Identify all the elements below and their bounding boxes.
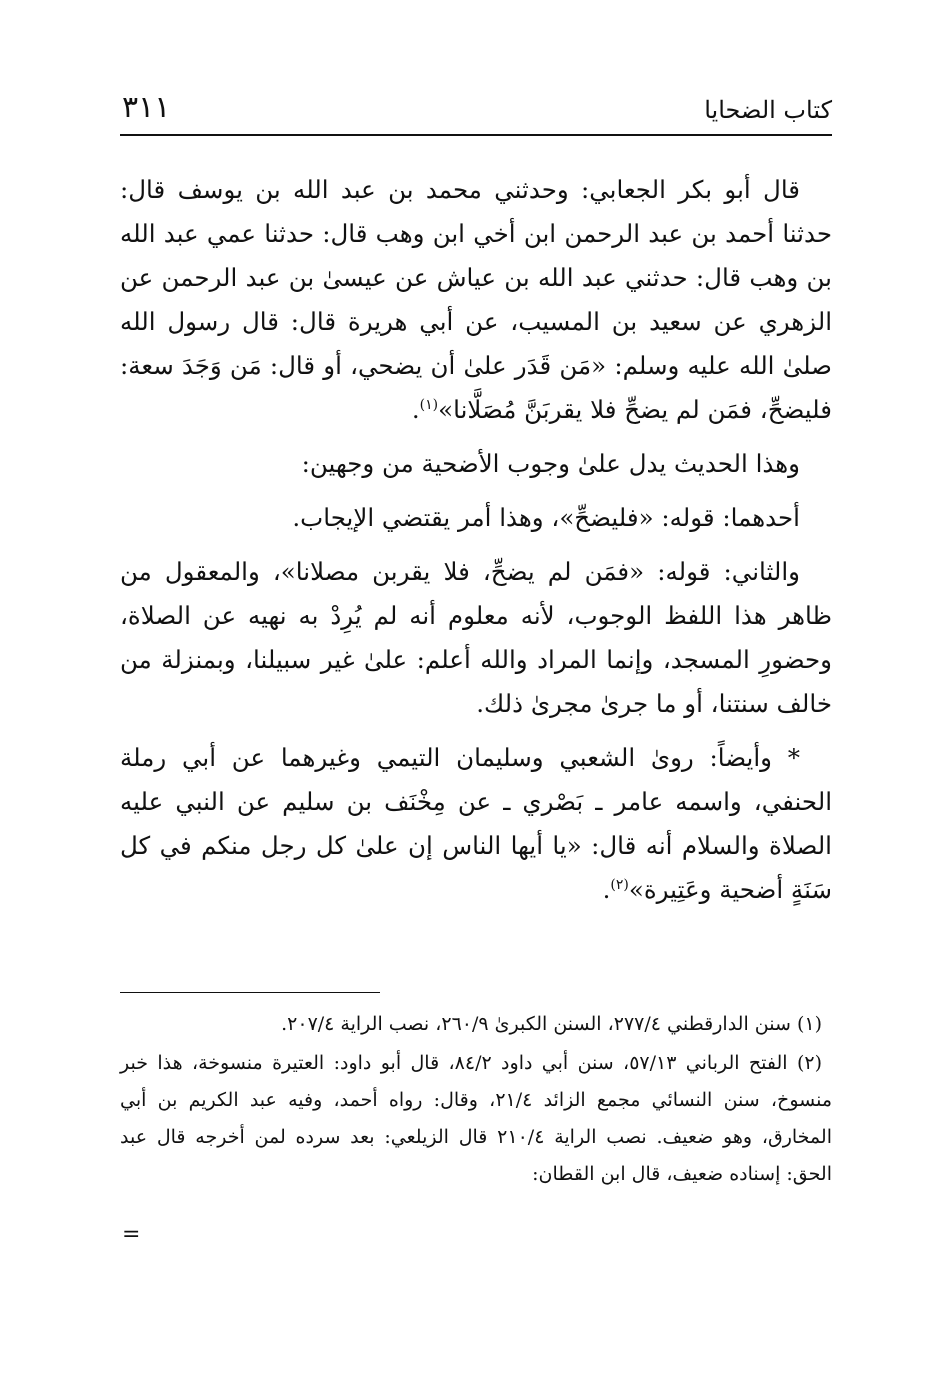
paragraph-also-period: . bbox=[602, 875, 611, 904]
running-title: كتاب الضحايا bbox=[704, 96, 832, 124]
paragraph-hadith bbox=[120, 168, 832, 432]
page-header bbox=[120, 88, 832, 136]
footnote-continuation-mark: = bbox=[122, 1222, 141, 1247]
footnote-separator bbox=[120, 992, 380, 993]
page-number: ٣١١ bbox=[122, 90, 171, 125]
paragraph-also-text: * وأيضاً: روىٰ الشعبي وسليمان التيمي وغيرهما عن أبي رملة الحنفي، واسمه عامر ـ بَصْري ـ عن مِخْنَف بن سليم عن النبي عليه الصلاة والسلام أنه قال: «يا أيها الناس إن علىٰ كل رجل منكم في كل سَنَةٍ أضحية وعَتِيرة» bbox=[120, 743, 832, 904]
footnote-1: (١) سنن الدارقطني ٢٧٧/٤، السنن الكبرىٰ ٢٦٠/٩، نصب الراية ٢٠٧/٤. bbox=[281, 1013, 822, 1035]
footnote-ref-2: (٢) bbox=[610, 876, 629, 893]
footnotes bbox=[120, 1006, 832, 1195]
paragraph-hadith-period: . bbox=[411, 395, 420, 424]
main-text bbox=[120, 168, 832, 922]
book-page bbox=[120, 88, 832, 1358]
footnote-2: (٢) الفتح الرباني ٥٧/١٣، سنن أبي داود ٨٤/٢، قال أبو داود: العتيرة منسوخة، هذا خبر منسوخ، سنن النسائي مجمع الزائد ٢١/٤، وقال: رواه أحمد، وفيه عبد الكريم بن أبي المخارق، وهو ضعيف. نصب الراية ٢١٠/٤ قال الزيلعي: بعد سرده لمن أخرجه قال عبد الحق: إسناده ضعيف، قال ابن القطان: bbox=[120, 1052, 832, 1185]
footnote-ref-1: (١) bbox=[419, 396, 439, 413]
paragraph-second-aspect: والثاني: قوله: «فمَن لم يضحِّ، فلا يقربن مصلانا»، والمعقول من ظاهر هذا اللفظ الوجوب، لأنه معلوم أنه لم يُرِدْ به نهيه عن الصلاة، وحضورِ المسجد، وإنما المراد والله أعلم: علىٰ غير سبيلنا، وبمنزلة من خالف سنتنا، أو ما جرىٰ مجرىٰ ذلك. bbox=[120, 557, 832, 718]
paragraph-two-aspects: وهذا الحديث يدل علىٰ وجوب الأضحية من وجهين: bbox=[301, 449, 800, 478]
paragraph-also bbox=[120, 736, 832, 912]
paragraph-first-aspect: أحدهما: قوله: «فليضحِّ»، وهذا أمر يقتضي الإيجاب. bbox=[292, 503, 800, 532]
paragraph-hadith-text: قال أبو بكر الجعابي: وحدثني محمد بن عبد الله بن يوسف قال: حدثنا أحمد بن عبد الرحمن ابن أخي ابن وهب قال: حدثنا عمي عبد الله بن وهب قال: حدثني عبد الله بن عياش عن عيسىٰ بن عبد الرحمن عن الزهري عن سعيد بن المسيب، عن أبي هريرة قال: قال رسول الله صلىٰ الله عليه وسلم: «مَن قَدَر علىٰ أن يضحي، أو قال: مَن وَجَدَ سعة: فليضحِّ، فمَن لم يضحِّ فلا يقربَنَّ مُصَلَّانا» bbox=[120, 175, 832, 424]
